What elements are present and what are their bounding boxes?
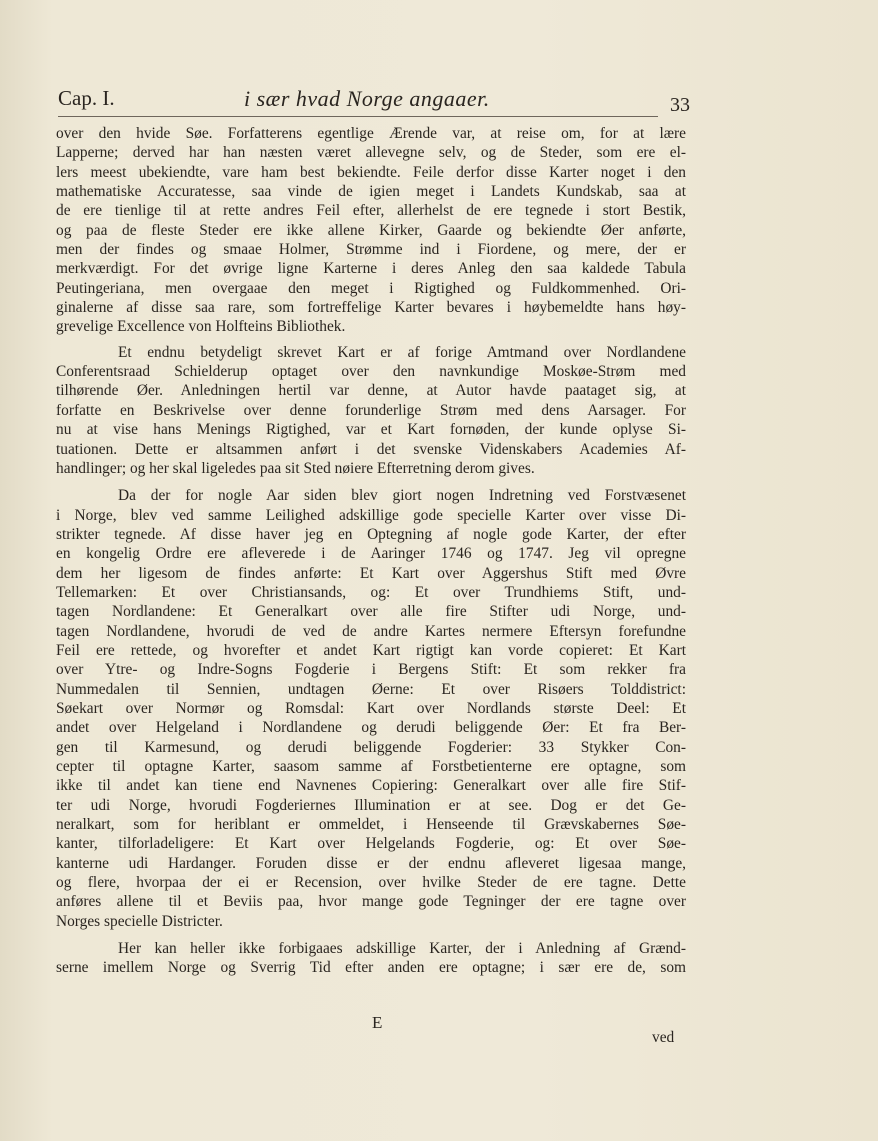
- text-line: merkværdigt. For det øvrige ligne Karterne i deres Anleg den saa kaldede Tabula: [56, 260, 686, 278]
- text-line: Norges specielle Districter.: [56, 912, 223, 930]
- text-line: nu at vise hans Menings Rigtighed, var et Kart fornøden, der kunde oplyse Si-: [56, 421, 686, 439]
- body-text: [56, 124, 686, 978]
- paragraph-2: [56, 343, 686, 478]
- text-line: Søekart over Normør og Romsdal: Kart over Nordlands største Deel: Et: [56, 699, 686, 717]
- text-line: tagen Nordlandene: Et Generalkart over alle fire Stifter udi Norge, und-: [56, 603, 686, 621]
- text-line: ter udi Norge, hvorudi Fogderiernes Illumination er at see. Dog er det Ge-: [56, 796, 686, 814]
- text-line: over Ytre- og Indre-Sogns Fogderie i Bergens Stift: Et som rekker fra: [56, 661, 686, 679]
- text-line: Nummedalen til Sennien, undtagen Øerne: Et over Risøers Tolddistrict:: [56, 680, 686, 698]
- text-line: over den hvide Søe. Forfatterens egentlige Ærende var, at reise om, for at lære: [56, 125, 686, 142]
- text-line: mathematiske Accuratesse, saa vinde de igien meget i Landets Kundskab, saa at: [56, 183, 686, 201]
- text-line: gen til Karmesund, og derudi beliggende Fogderier: 33 Stykker Con-: [56, 738, 686, 756]
- text-line: kanterne udi Hardanger. Foruden disse er der endnu afleveret ligesaa mange,: [56, 854, 686, 872]
- text-line: tagen Nordlandene, hvorudi de ved de andre Kartes nermere Eftersyn forefundne: [56, 622, 686, 640]
- text-line: kanter, tilforladeligere: Et Kart over Helgelands Fogderie, og: Et over Søe-: [56, 835, 686, 853]
- page-header: [58, 86, 690, 116]
- text-line: Et endnu betydeligt skrevet Kart er af forige Amtmand over Nordlandene: [118, 343, 686, 361]
- paragraph-1: [56, 124, 686, 337]
- text-line: Da der for nogle Aar siden blev giort nogen Indretning ved Forstvæsenet: [118, 487, 686, 505]
- text-line: ginalerne af disse saa rare, som fortreffelige Karter bevares i høybemeldte hans høy-: [56, 299, 686, 317]
- text-line: forfatte en Beskrivelse over denne forunderlige Strøm med dens Aarsager. For: [56, 401, 686, 419]
- page-number: 33: [670, 94, 690, 116]
- text-line: og flere, hvorpaa der ei er Recension, over hvilke Steder de ere tagne. Dette: [56, 874, 686, 892]
- text-line: i Norge, blev ved samme Leilighed adskillige gode specielle Karter over visse Di-: [56, 506, 686, 524]
- text-line: handlinger; og her skal ligeledes paa sit Sted nøiere Efterretning derom gives.: [56, 459, 535, 477]
- text-line: andet over Helgeland i Nordlandene og derudi beliggende Øer: Et fra Ber-: [56, 719, 686, 737]
- text-line: Lapperne; derved har han næsten været allevegne selv, og de Steder, som ere el-: [56, 144, 686, 162]
- text-line: grevelige Excellence von Holfteins Bibliothek.: [56, 318, 346, 336]
- text-line: Peutingeriana, men overgaae den meget i Rigtighed og Fuldkommenhed. Ori-: [56, 279, 686, 297]
- catchword: ved: [652, 1029, 675, 1046]
- text-line: strikter tegnede. Af disse haver jeg en Optegning af nogle gode Karter, der efter: [56, 525, 686, 543]
- text-line: Tellemarken: Et over Christiansands, og: Et over Trundhiems Stift, und-: [56, 583, 686, 601]
- text-line: en kongelig Ordre ere afleverede i de Aaringer 1746 og 1747. Jeg vil opregne: [56, 545, 686, 563]
- text-line: Conferentsraad Schielderup optaget over den navnkundige Moskøe-Strøm med: [56, 363, 686, 381]
- text-line: Her kan heller ikke forbigaaes adskillige Karter, der i Anledning af Grænd-: [118, 940, 686, 958]
- text-line: Feil ere rettede, og hvorefter et andet Kart rigtigt kan vorde copieret: Et Kart: [56, 641, 686, 659]
- text-line: cepter til optagne Karter, saasom samme af Forstbetienterne ere optagne, som: [56, 758, 686, 775]
- text-line: de ere tienlige til at rette andres Feil efter, allerhelst de ere tegnede i stort Bestik,: [56, 202, 686, 220]
- text-line: dem her ligesom de findes anførte: Et Kart over Aggershus Stift med Øvre: [56, 564, 686, 582]
- text-line: neralkart, som for heriblant er ommeldet, i Henseende til Grævskabernes Søe-: [56, 816, 686, 834]
- paragraph-3: [56, 486, 686, 931]
- text-line: tilhørende Øer. Anledningen hertil var denne, at Autor havde paataget sig, at: [56, 382, 686, 400]
- text-line: ikke til andet kan tiene end Navnenes Copiering: Generalkart over alle fire Stif-: [56, 777, 686, 795]
- running-title: i sær hvad Norge angaaer.: [244, 86, 490, 111]
- text-line: tuationen. Dette er altsammen anført i det svenske Videnskabers Academies Af-: [56, 440, 686, 458]
- chapter-label: Cap. I.: [58, 86, 115, 110]
- text-line: serne imellem Norge og Sverrig Tid efter anden ere optagne; i sær ere de, som: [56, 959, 686, 977]
- paragraph-4: [56, 939, 686, 978]
- signature-mark: E: [372, 1013, 383, 1032]
- text-line: anføres allene til et Beviis paa, hvor mange gode Tegninger der ere tagne over: [56, 893, 686, 911]
- text-line: men der findes og smaae Holmer, Strømme ind i Fiordene, og mere, der er: [56, 241, 686, 259]
- header-rule: [58, 116, 658, 117]
- text-line: og paa de fleste Steder ere ikke allene Kirker, Gaarde og bekiendte Øer anførte,: [56, 221, 686, 239]
- text-line: lers meest ubekiendte, vare ham best bekiendte. Feile derfor disse Karter noget i den: [56, 163, 686, 181]
